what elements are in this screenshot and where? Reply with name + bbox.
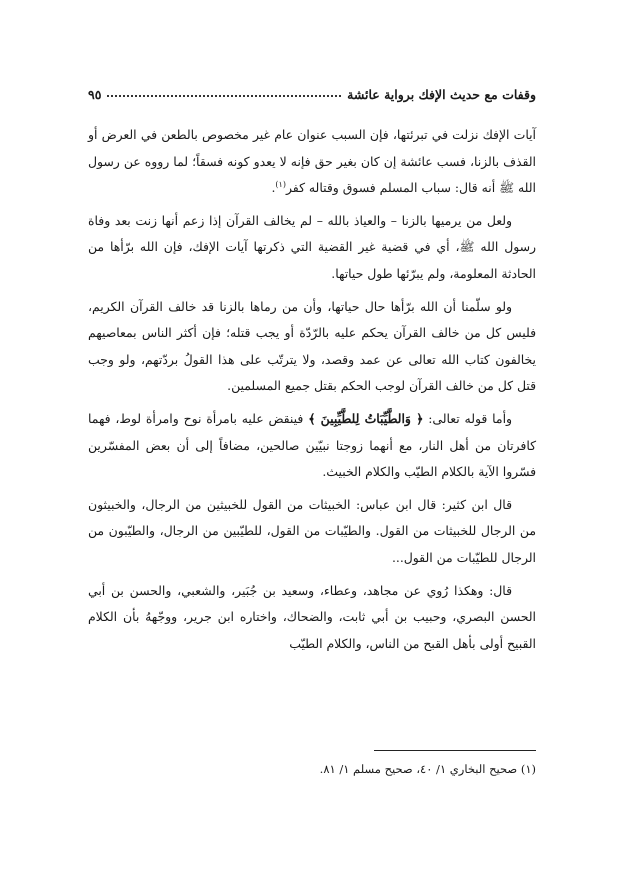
footnote-ref[interactable]: (١): [275, 180, 286, 190]
footnote: (١) صحيح البخاري ١/ ٤٠، صحيح مسلم ١/ ٨١.: [319, 762, 536, 776]
paragraph-4-lead: وأما قوله تعالى:: [428, 410, 512, 426]
paragraph-6: قال: وهكذا رُوي عن مجاهد، وعطاء، وسعيد بن جُبَير، والشعبي، والحسن بن أبي الحسن البصري، وحبيب بن أبي ثابت، والضحاك، واختاره ابن جرير، ووجّههُ بأن الكلام القبيح أولى بأهل القبح من الناس، والكلام الطيّب: [88, 582, 536, 651]
running-header: [88, 80, 536, 102]
quran-verse: ﴿ وَالطَّيِّبَاتُ لِلطَّيِّبِينَ ﴾: [308, 410, 424, 426]
header-dot-leader: [107, 95, 341, 97]
paragraph-1-text: آيات الإفك نزلت في تبرئتها، فإن السبب عنوان عام غير مخصوص بالطعن في العرض أو القذف بالزنا، فسب عائشة إن كان بغير حق فإنه لا يعدو كونه فسقاً؛ لما رووه عن رسول الله ﷺ أنه قال: سباب المسلم فسوق وقتاله كفر: [88, 127, 536, 196]
paragraph-5: قال ابن كثير: قال ابن عباس: الخبيثات من القول للخبيثين من الرجال، والخبيثون من الرجال للخبيثات من القول. والطيّبات من القول، للطيّبين من الرجال، والطيّبون من الرجال للطيّبات من القول...: [88, 496, 536, 565]
paragraph-1: [88, 122, 536, 202]
footnote-separator: [374, 750, 536, 751]
page-number: ٩٥: [88, 87, 102, 102]
paragraph-1-end: .: [271, 180, 276, 196]
paragraph-4: [88, 406, 536, 486]
paragraph-2: ولعل من يرميها بالزنا – والعياذ بالله – لم يخالف القرآن إذا زعم أنها زنت بعد وفاة رسول الله ﷺ، أي في قضية غير القضية التي ذكرتها آيات الإفك، فإن الله برّأها من الحادثة المعلومة، ولم يبرّئها طول حياتها.: [88, 212, 536, 281]
running-title: وقفات مع حديث الإفك برواية عائشة: [347, 87, 536, 102]
paragraph-3: ولو سلّمنا أن الله برّأها حال حياتها، وأن من رماها بالزنا قد خالف القرآن الكريم، فليس كل من خالف القرآن يحكم عليه بالرّدّة أو يجب قتله؛ فإن أكثر الناس بمعاصيهم يخالفون كتاب الله تعالى عن عمد وقصد، ولا يترتّب على هذا القولُ بردّتهم، ولو وجب قتل كل من خالف القرآن لوجب الحكم بقتل جميع المسلمين.: [88, 298, 536, 394]
page-body: [88, 122, 536, 657]
paragraph-4-rest: فينقض عليه بامرأة نوح وامرأة لوط، فهما كافرتان من أهل النار، مع أنهما زوجتا نبيّين صالحين، مضافاً إلى أن بعض المفسّرين فسّروا الآية بالكلام الطيّب والكلام الخبيث.: [88, 410, 536, 480]
